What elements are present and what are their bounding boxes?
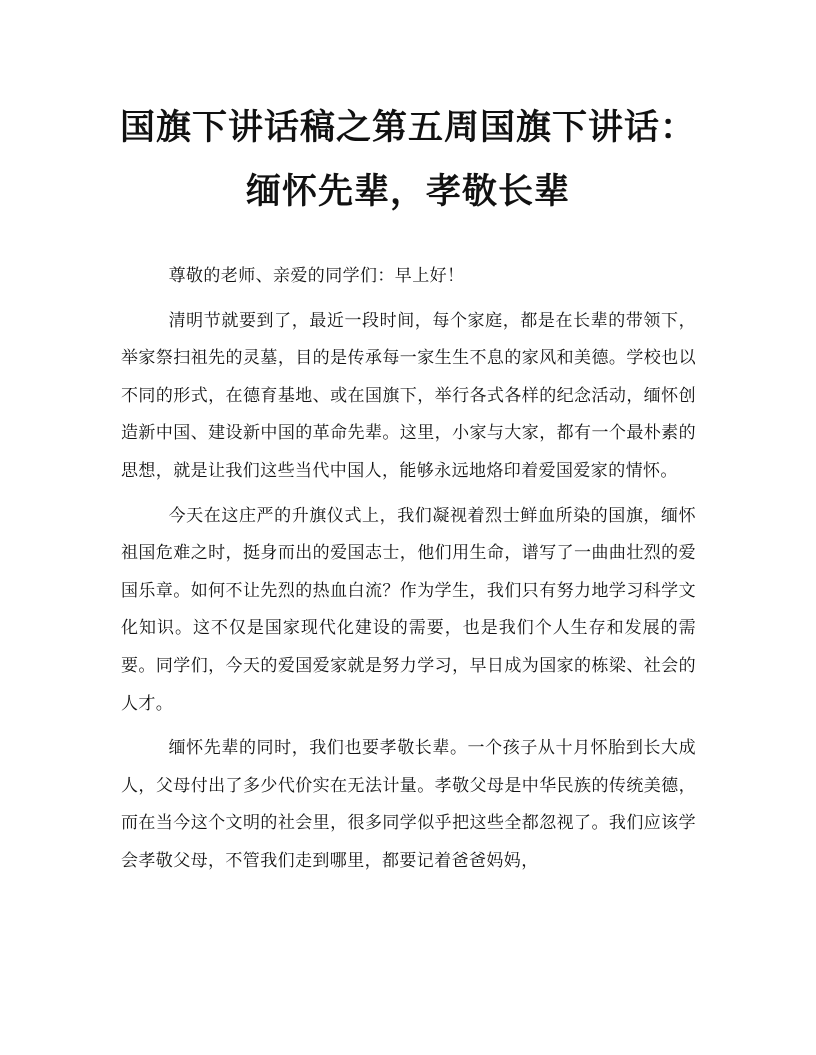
paragraph-qingming: 清明节就要到了，最近一段时间，每个家庭，都是在长辈的带领下，举家祭扫祖先的灵墓，目的是传承每一家生生不息的家风和美德。学校也以不同的形式，在德育基地、或在国旗下，举行各式各样的纪念活动，缅怀创造新中国、建设新中国的革命先辈。这里，小家与大家，都有一个最朴素的思想，就是让我们这些当代中国人，能够永远地烙印着爱国爱家的情怀。 (121, 310, 696, 481)
document-title: 国旗下讲话稿之第五周国旗下讲话：缅怀先辈，孝敬长辈 (119, 108, 696, 212)
document-body (121, 258, 696, 888)
paragraph-flag-ceremony: 今天在这庄严的升旗仪式上，我们凝视着烈士鲜血所染的国旗，缅怀祖国危难之时，挺身而出的爱国志士，他们用生命，谱写了一曲曲壮烈的爱国乐章。如何不让先烈的热血白流？作为学生，我们只有努力地学习科学文化知识。这不仅是国家现代化建设的需要，也是我们个人生存和发展的需要。同学们，今天的爱国爱家就是努力学习，早日成为国家的栋梁、社会的人才。 (121, 505, 696, 714)
paragraph-greeting: 尊敬的老师、亲爱的同学们：早上好！ (168, 266, 465, 286)
paragraph-respect-elders: 缅怀先辈的同时，我们也要孝敬长辈。一个孩子从十月怀胎到长大成人，父母付出了多少代价实在无法计量。孝敬父母是中华民族的传统美德，而在当今这个文明的社会里，很多同学似乎把这些全都忽视了。我们应该学会孝敬父母，不管我们走到哪里，都要记着爸爸妈妈， (121, 738, 696, 871)
